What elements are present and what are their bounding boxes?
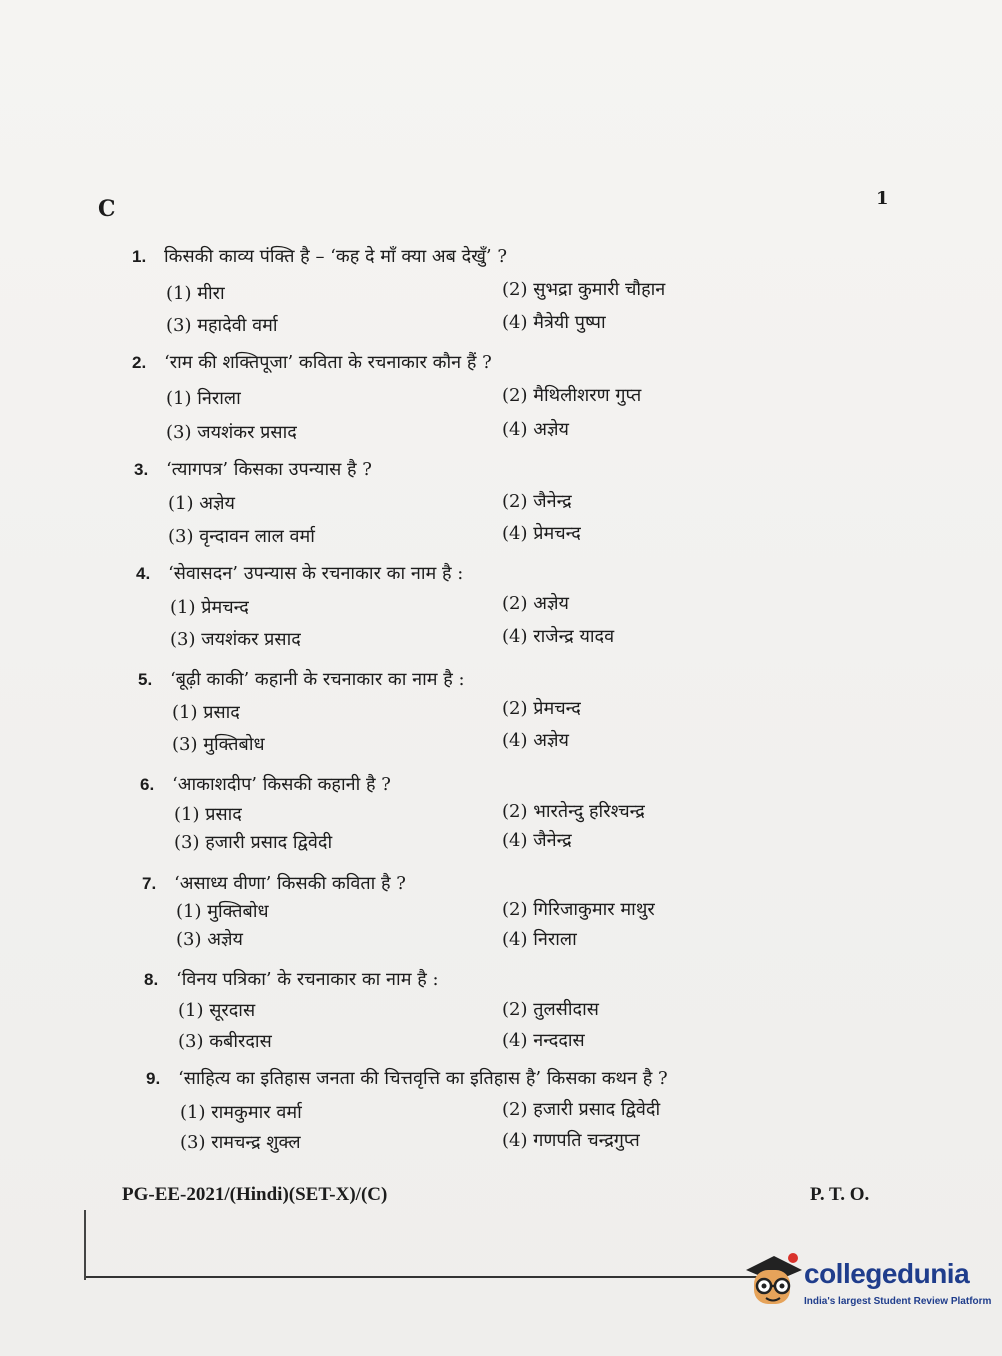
- option-4: (4) प्रेमचन्द: [502, 523, 581, 544]
- option-4: (4) अज्ञेय: [502, 419, 569, 440]
- option-1: (1) प्रसाद: [172, 702, 240, 723]
- option-4: (4) राजेन्द्र यादव: [502, 626, 615, 647]
- brand-tagline: India's largest Student Review Platform: [804, 1296, 992, 1307]
- option-1: (1) अज्ञेय: [168, 493, 235, 514]
- option-2: (2) तुलसीदास: [502, 999, 599, 1020]
- mascot-logo-icon: [744, 1252, 802, 1316]
- option-1: (1) प्रेमचन्द: [170, 597, 249, 618]
- question-text: किसकी काव्य पंक्ति है – ‘कह दे माँ क्या अब देखुँ’ ?: [164, 246, 508, 267]
- page-divider: [86, 1276, 766, 1278]
- option-3: (3) कबीरदास: [178, 1031, 272, 1052]
- question-5: [138, 667, 858, 691]
- option-2: (2) मैथिलीशरण गुप्त: [502, 385, 642, 406]
- option-4: (4) अज्ञेय: [502, 730, 569, 751]
- question-number: 7.: [142, 874, 157, 893]
- question-text: ‘विनय पत्रिका’ के रचनाकार का नाम है :: [176, 969, 439, 990]
- option-4: (4) गणपति चन्द्रगुप्त: [502, 1130, 640, 1151]
- question-number: 9.: [146, 1069, 161, 1088]
- option-4: (4) नन्ददास: [502, 1030, 585, 1051]
- question-text: ‘राम की शक्तिपूजा’ कविता के रचनाकार कौन हैं ?: [164, 352, 492, 373]
- option-1: (1) प्रसाद: [174, 804, 242, 825]
- option-1: (1) निराला: [166, 388, 241, 409]
- paper-code: PG-EE-2021/(Hindi)(SET-X)/(C): [122, 1184, 388, 1205]
- option-2: (2) जैनेन्द्र: [502, 491, 572, 512]
- option-2: (2) अज्ञेय: [502, 593, 569, 614]
- option-2: (2) भारतेन्दु हरिश्चन्द्र: [502, 801, 645, 822]
- option-1: (1) रामकुमार वर्मा: [180, 1102, 302, 1123]
- page-edge: [84, 1210, 86, 1280]
- question-9: [146, 1066, 866, 1090]
- question-number: 2.: [132, 353, 147, 372]
- option-3: (3) महादेवी वर्मा: [166, 315, 278, 336]
- question-text: ‘त्यागपत्र’ किसका उपन्यास है ?: [166, 459, 372, 480]
- option-3: (3) अज्ञेय: [176, 929, 243, 950]
- option-4: (4) मैत्रेयी पुष्पा: [502, 312, 606, 333]
- option-2: (2) गिरिजाकुमार माथुर: [502, 899, 655, 920]
- option-2: (2) सुभद्रा कुमारी चौहान: [502, 279, 666, 300]
- question-number: 4.: [136, 564, 151, 583]
- question-3: [134, 457, 854, 481]
- question-number: 5.: [138, 670, 153, 689]
- question-number: 1.: [132, 247, 147, 266]
- option-1: (1) सूरदास: [178, 1000, 256, 1021]
- option-3: (3) जयशंकर प्रसाद: [166, 422, 297, 443]
- option-2: (2) हजारी प्रसाद द्विवेदी: [502, 1099, 661, 1120]
- question-number: 6.: [140, 775, 155, 794]
- option-3: (3) वृन्दावन लाल वर्मा: [168, 526, 315, 547]
- question-number: 8.: [144, 970, 159, 989]
- question-2: [132, 350, 852, 374]
- question-text: ‘असाध्य वीणा’ किसकी कविता है ?: [174, 873, 406, 894]
- option-3: (3) रामचन्द्र शुक्ल: [180, 1132, 301, 1153]
- option-4: (4) जैनेन्द्र: [502, 830, 572, 851]
- option-2: (2) प्रेमचन्द: [502, 698, 581, 719]
- question-text: ‘आकाशदीप’ किसकी कहानी है ?: [172, 774, 391, 795]
- option-3: (3) मुक्तिबोध: [172, 734, 265, 755]
- option-1: (1) मीरा: [166, 283, 225, 304]
- pto-label: P. T. O.: [810, 1184, 870, 1205]
- option-1: (1) मुक्तिबोध: [176, 901, 269, 922]
- option-4: (4) निराला: [502, 929, 577, 950]
- question-text: ‘साहित्य का इतिहास जनता की चित्तवृत्ति का इतिहास है’ किसका कथन है ?: [178, 1068, 668, 1089]
- question-text: ‘बूढ़ी काकी’ कहानी के रचनाकार का नाम है :: [170, 669, 465, 690]
- page-number: 1: [876, 188, 889, 209]
- set-code: C: [98, 196, 116, 222]
- question-text: ‘सेवासदन’ उपन्यास के रचनाकार का नाम है :: [168, 563, 464, 584]
- option-3: (3) हजारी प्रसाद द्विवेदी: [174, 832, 333, 853]
- question-7: [142, 871, 862, 895]
- question-number: 3.: [134, 460, 149, 479]
- question-6: [140, 772, 860, 796]
- question-8: [144, 967, 864, 991]
- brand-name: collegedunia: [804, 1258, 970, 1289]
- question-4: [136, 561, 856, 585]
- watermark: [744, 1250, 992, 1320]
- option-3: (3) जयशंकर प्रसाद: [170, 629, 301, 650]
- question-1: [132, 244, 852, 268]
